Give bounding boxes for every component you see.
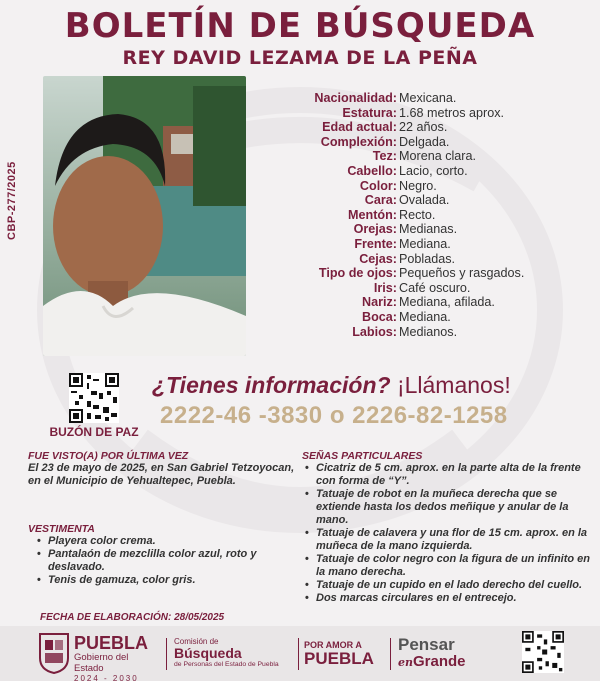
mark-item: • Tatuaje de un cupido en el lado derecho del cuello. bbox=[302, 579, 592, 592]
detail-label: Estatura: bbox=[342, 105, 397, 120]
physical-details bbox=[272, 91, 592, 339]
bulletin-title: BOLETÍN DE BÚSQUEDA bbox=[64, 6, 536, 46]
detail-row bbox=[272, 281, 592, 296]
detail-value: Delgada. bbox=[399, 134, 450, 149]
detail-label: Tez: bbox=[372, 149, 397, 164]
detail-label: Cara: bbox=[364, 193, 397, 208]
comision-busqueda-logo bbox=[174, 637, 294, 669]
phone-2[interactable]: 2226-82-1258 bbox=[352, 402, 508, 429]
puebla-gov-logo bbox=[74, 634, 160, 681]
detail-row bbox=[272, 120, 592, 135]
phone-numbers bbox=[160, 402, 590, 430]
detail-row bbox=[272, 310, 592, 325]
marks-heading: SEÑAS PARTICULARES bbox=[302, 450, 423, 462]
missing-person-name: REY DAVID LEZAMA DE LA PEÑA bbox=[122, 47, 478, 69]
case-id: CBP-277/2025 bbox=[6, 161, 18, 240]
puebla-shield-icon bbox=[38, 632, 70, 674]
detail-label: Iris: bbox=[373, 280, 397, 295]
por-amor-a-puebla-logo bbox=[304, 640, 384, 668]
detail-row bbox=[272, 106, 592, 121]
question-text: ¿Tienes información? bbox=[152, 372, 391, 398]
detail-value: Medianas. bbox=[399, 222, 458, 237]
detail-value: Morena clara. bbox=[399, 149, 476, 164]
detail-row bbox=[272, 252, 592, 267]
phone-separator: o bbox=[329, 402, 345, 429]
pensar-line-1: Pensar bbox=[398, 635, 455, 654]
detail-row bbox=[272, 266, 592, 281]
pensar-grande: Grande bbox=[413, 653, 466, 670]
detail-row bbox=[272, 193, 592, 208]
footer-divider bbox=[390, 638, 391, 670]
poramor-line-1: POR AMOR A bbox=[304, 640, 362, 650]
detail-row bbox=[272, 237, 592, 252]
mark-item: • Cicatriz de 5 cm. aprox. en la parte alta de la frente con forma de “Y”. bbox=[302, 462, 592, 488]
detail-row bbox=[272, 135, 592, 150]
mark-item: • Dos marcas circulares en el entrecejo. bbox=[302, 592, 592, 605]
distinguishing-marks-section bbox=[302, 450, 592, 605]
comision-line-2: Búsqueda bbox=[174, 645, 242, 661]
detail-value: Lacio, corto. bbox=[399, 163, 468, 178]
detail-label: Mentón: bbox=[348, 207, 397, 222]
detail-value: Medianos. bbox=[399, 324, 458, 339]
mark-item: • Tatuaje de color negro con la figura de un infinito en la mano derecha. bbox=[302, 553, 592, 579]
detail-row bbox=[272, 295, 592, 310]
detail-value: 22 años. bbox=[399, 120, 448, 135]
detail-label: Boca: bbox=[362, 309, 397, 324]
detail-value: Café oscuro. bbox=[399, 280, 471, 295]
comision-line-1: Comisión de bbox=[174, 637, 219, 646]
footer-divider bbox=[298, 638, 299, 670]
detail-value: Pequeños y rasgados. bbox=[399, 266, 525, 281]
buzon-de-paz-label: BUZÓN DE PAZ bbox=[49, 425, 139, 439]
detail-label: Color: bbox=[359, 178, 397, 193]
qr-code-icon[interactable] bbox=[69, 373, 119, 423]
puebla-gov: Gobierno del Estado bbox=[74, 652, 129, 674]
detail-label: Cabello: bbox=[347, 163, 397, 178]
last-seen-text: El 23 de mayo de 2025, en San Gabriel Tetzoyocan, en el Municipio de Yehualtepec, Puebla. bbox=[28, 462, 295, 487]
detail-label: Orejas: bbox=[353, 222, 397, 237]
footer-divider bbox=[166, 638, 167, 670]
detail-row bbox=[272, 325, 592, 340]
poramor-line-2: PUEBLA bbox=[304, 649, 374, 668]
last-seen-section bbox=[28, 450, 296, 488]
person-photo bbox=[43, 76, 246, 356]
footer-logos bbox=[0, 626, 600, 681]
detail-row bbox=[272, 91, 592, 106]
comision-line-3: de Personas del Estado de Puebla bbox=[174, 661, 279, 668]
puebla-name: PUEBLA bbox=[74, 633, 149, 653]
detail-row bbox=[272, 149, 592, 164]
pensar-line-2 bbox=[398, 654, 498, 671]
detail-value: Mediana, afilada. bbox=[399, 295, 495, 310]
detail-label: Edad actual: bbox=[322, 120, 397, 135]
detail-value: 1.68 metros aprox. bbox=[399, 105, 504, 120]
pensar-en-grande-logo bbox=[398, 636, 498, 671]
detail-label: Cejas: bbox=[359, 251, 397, 266]
detail-value: Negro. bbox=[399, 178, 437, 193]
detail-label: Labios: bbox=[352, 324, 397, 339]
detail-row bbox=[272, 164, 592, 179]
clothing-item: • Playera color crema. bbox=[28, 535, 296, 548]
last-seen-heading: FUE VISTO(A) POR ÚLTIMA VEZ bbox=[28, 450, 189, 462]
detail-value: Recto. bbox=[399, 207, 436, 222]
detail-value: Ovalada. bbox=[399, 193, 450, 208]
detail-label: Nacionalidad: bbox=[314, 91, 397, 105]
elaboration-date: FECHA DE ELABORACIÓN: 28/05/2025 bbox=[40, 612, 225, 623]
detail-value: Mediana. bbox=[399, 236, 451, 251]
info-question bbox=[152, 372, 592, 399]
clothing-heading: VESTIMENTA bbox=[28, 523, 95, 535]
detail-label: Frente: bbox=[354, 236, 397, 251]
phone-1[interactable]: 2222-46 -3830 bbox=[160, 402, 323, 429]
mark-item: • Tatuaje de calavera y una flor de 15 cm. aprox. en la muñeca de la mano izquierda. bbox=[302, 527, 592, 553]
detail-row bbox=[272, 179, 592, 194]
detail-value: Mediana. bbox=[399, 309, 451, 324]
detail-row bbox=[272, 208, 592, 223]
detail-label: Complexión: bbox=[320, 134, 397, 149]
detail-value: Pobladas. bbox=[399, 251, 456, 266]
qr-code-icon[interactable] bbox=[522, 631, 564, 673]
mark-item: • Tatuaje de robot en la muñeca derecha que se extiende hasta los dedos meñique y anular de la mano. bbox=[302, 488, 592, 527]
detail-label: Tipo de ojos: bbox=[318, 266, 397, 281]
clothing-section bbox=[28, 523, 296, 587]
detail-row bbox=[272, 222, 592, 237]
puebla-years: 2024 - 2030 bbox=[74, 674, 139, 681]
clothing-item: • Pantalaón de mezclilla color azul, roto y deslavado. bbox=[28, 548, 296, 574]
detail-label: Nariz: bbox=[362, 295, 397, 310]
clothing-item: • Tenis de gamuza, color gris. bbox=[28, 574, 296, 587]
detail-value: Mexicana. bbox=[399, 91, 457, 105]
pensar-en: en bbox=[398, 656, 413, 669]
call-text: ¡Llámanos! bbox=[396, 372, 511, 398]
